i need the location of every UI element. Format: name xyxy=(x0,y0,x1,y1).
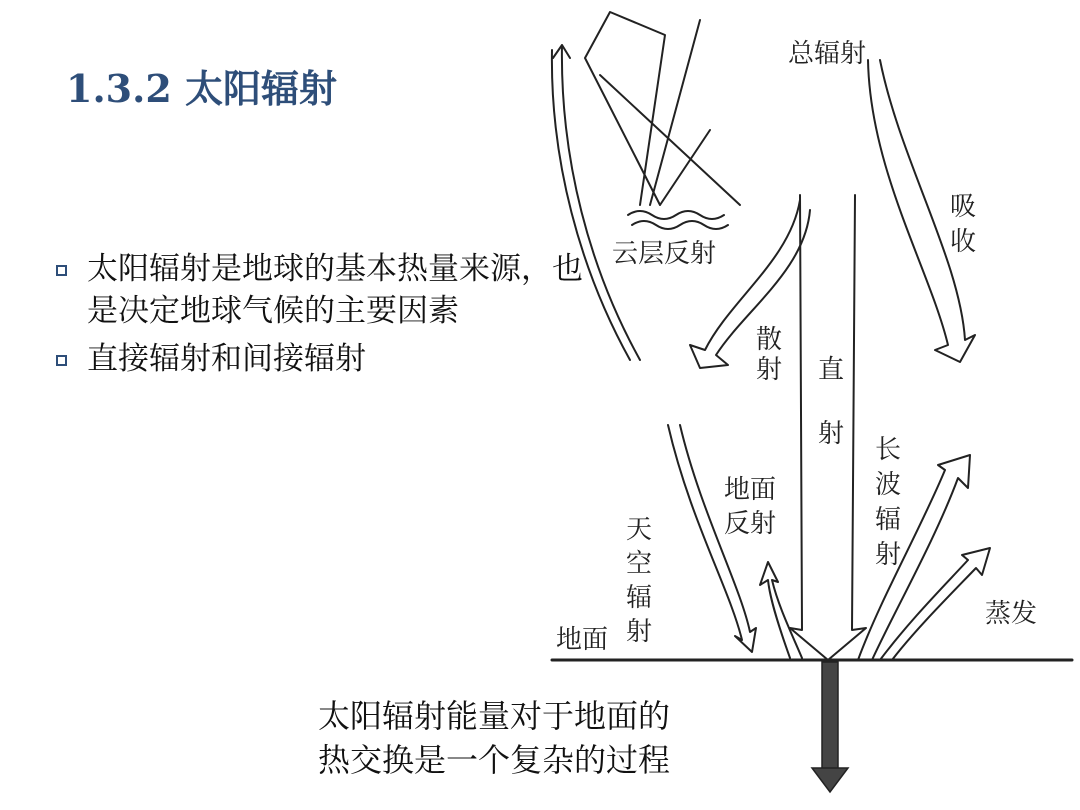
caption-line-2: 热交换是一个复杂的过程 xyxy=(318,741,671,779)
label-ground-reflection-1: 地面 xyxy=(724,475,777,505)
label-scatter-1: 散 xyxy=(756,325,783,355)
label-cloud-reflection: 云层反射 xyxy=(612,239,717,269)
label-evaporation: 蒸发 xyxy=(985,599,1038,629)
label-sky-radiation-3: 辐 xyxy=(626,583,653,613)
label-ground: 地面 xyxy=(556,625,609,655)
label-longwave-4: 射 xyxy=(875,540,902,570)
label-scatter-2: 射 xyxy=(756,355,783,385)
caption xyxy=(318,694,778,782)
label-total-radiation: 总辐射 xyxy=(788,39,867,69)
cloud-reflection-lines xyxy=(585,12,740,205)
caption-line-1: 太阳辐射能量对于地面的 xyxy=(318,697,671,735)
bullet-text: 直接辐射和间接辐射 xyxy=(87,341,366,377)
outgoing-reflection-arrow xyxy=(552,45,640,360)
label-sky-radiation-4: 射 xyxy=(626,617,653,647)
label-direct-1: 直 xyxy=(818,355,845,385)
slide-title: 1.3.2 太阳辐射 xyxy=(66,66,338,111)
ground-heat-arrow xyxy=(812,662,848,792)
label-longwave-1: 长 xyxy=(875,435,902,465)
label-longwave-3: 辐 xyxy=(875,505,902,535)
label-longwave-2: 波 xyxy=(875,470,902,500)
label-direct-2: 射 xyxy=(818,419,845,449)
ground-reflection-arrow xyxy=(760,562,802,658)
cloud-icon xyxy=(628,211,728,229)
label-absorption-2: 收 xyxy=(950,227,977,257)
label-sky-radiation-1: 天 xyxy=(626,515,653,545)
scatter-arrow xyxy=(690,200,810,368)
label-absorption-1: 吸 xyxy=(950,192,977,222)
bullet-text: 太阳辐射是地球的基本热量来源，也是决定地球气候的主要因素 xyxy=(87,251,583,329)
label-ground-reflection-2: 反射 xyxy=(724,509,777,539)
label-sky-radiation-2: 空 xyxy=(626,549,653,579)
